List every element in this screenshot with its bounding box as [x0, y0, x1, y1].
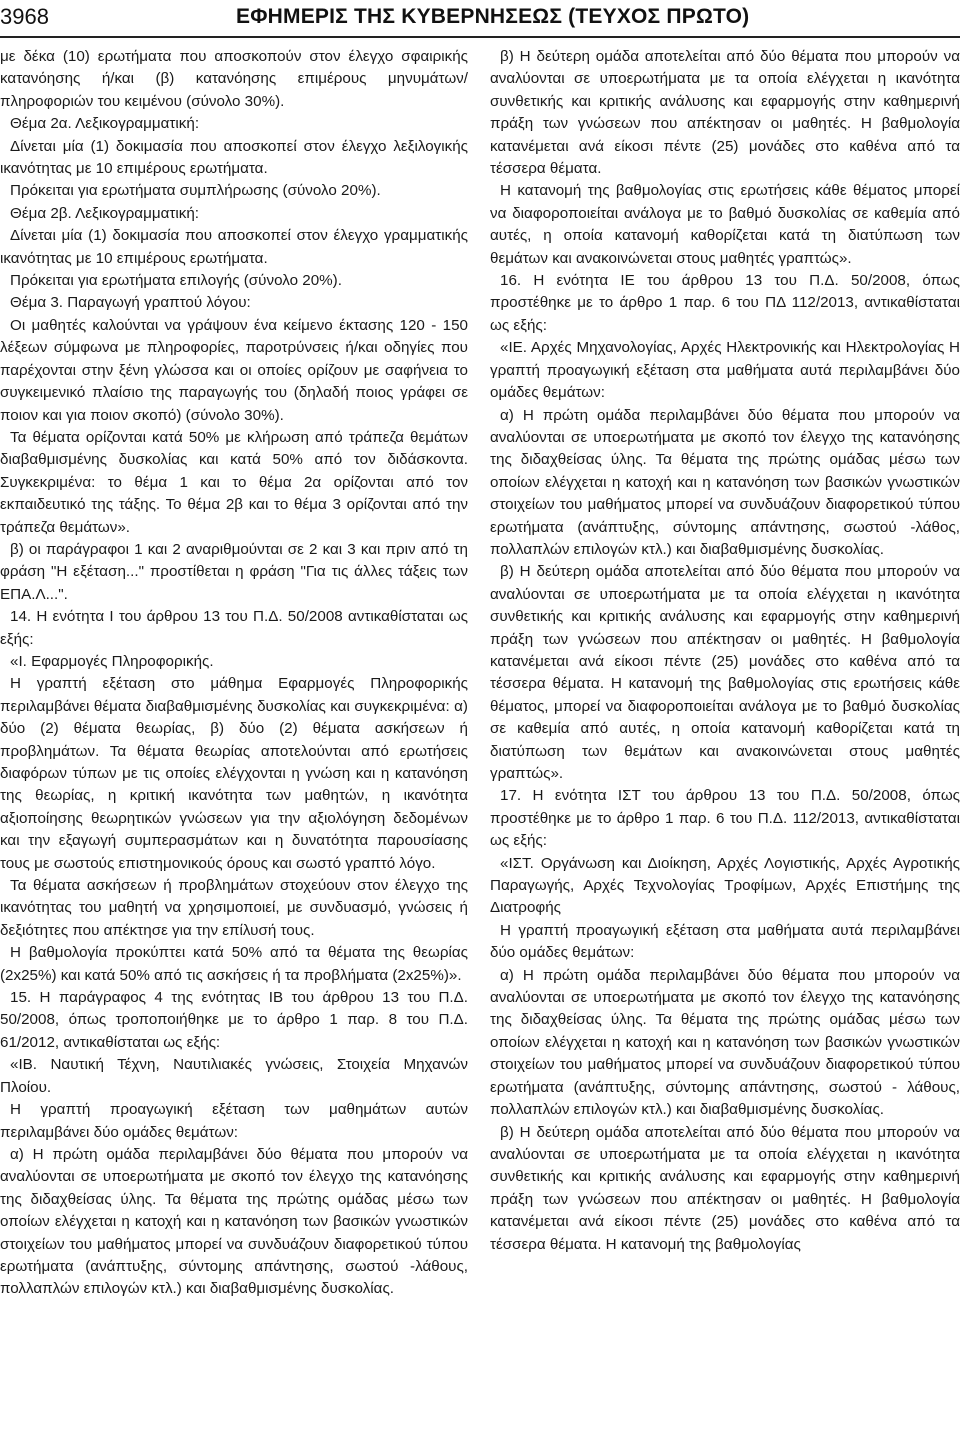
paragraph: Δίνεται μία (1) δοκιμασία που αποσκοπεί στον έλεγχο γραμματικής ικανότητας με 10 επιμέρους ερωτήματα. — [0, 227, 468, 267]
paragraph: «ΙΒ. Ναυτική Τέχνη, Ναυτιλιακές γνώσεις, Στοιχεία Μηχανών Πλοίου. — [0, 1056, 468, 1096]
paragraph: Πρόκειται για ερωτήματα συμπλήρωσης (σύνολο 20%). — [10, 182, 381, 200]
paragraph: Τα θέματα ορίζονται κατά 50% με κλήρωση από τράπεζα θεμάτων διαβαθμισμένης δυσκολίας και κατά 50% από τον διδάσκοντα. Συγκεκριμένα: το θέμα 1 και το θέμα 2α ορίζονται από τον εκπαιδευτικό της τάξης. Το θέμα 2β και το θέμα 3 ορίζονται από την τράπεζα θεμάτων». — [0, 428, 468, 536]
paragraph: β) Η δεύτερη ομάδα αποτελείται από δύο θέματα που μπορούν να αναλύονται σε υποερωτήματα με τα οποία ελέγχεται η ικανότητα συνθετικής και κριτικής ανάλυσης και εφαρμογής στην καθημερινή πράξη των γνώσεων που απέκτησαν οι μαθητές. Η βαθμολογία κατανέμεται ανά είκοσι πέντε (25) μονάδες στο καθένα από τα τέσσερα θέματα. — [490, 48, 960, 178]
gazette-title: ΕΦΗΜΕΡΙΣ ΤΗΣ ΚΥΒΕΡΝΗΣΕΩΣ (ΤΕΥΧΟΣ ΠΡΩΤΟ) — [236, 5, 750, 28]
paragraph: Τα θέματα ασκήσεων ή προβλημάτων στοχεύουν στον έλεγχο της ικανότητας του μαθητή να χρησιμοποιεί, με συνδυασμό, γνώσεις ή δεξιότητες που απέκτησε για την επίλυσή τους. — [0, 877, 468, 939]
paragraph: α) Η πρώτη ομάδα περιλαμβάνει δύο θέματα που μπορούν να αναλύονται σε υποερωτήματα με σκοπό τον έλεγχο της κατανόησης της διδαχθείσας ύλης. Τα θέματα της πρώτης ομάδας μέσω των οποίων ελέγχεται η κατοχή και η κατανόηση των βασικών γνωστικών στοιχείων του μαθήματος μπορεί να συνδυάζουν διαφορετικού τύπου ερωτήματα (ανάπτυξης, σύντομης απάντησης, σωστού - λάθους, πολλαπλών επιλογών κτλ.) και διαβαθμισμένης δυσκολίας. — [490, 966, 960, 1119]
paragraph: Η γραπτή προαγωγική εξέταση στα μαθήματα αυτά περιλαμβάνει δύο ομάδες θεμάτων: — [490, 921, 960, 962]
paragraph: Πρόκειται για ερωτήματα επιλογής (σύνολο 20%). — [10, 272, 342, 290]
paragraph: Δίνεται μία (1) δοκιμασία που αποσκοπεί στον έλεγχο λεξιλογικής ικανότητας με 10 επιμέρους ερωτήματα. — [0, 137, 468, 178]
paragraph: Θέμα 2β. Λεξικογραμματική: — [10, 204, 199, 222]
page-number: 3968 — [0, 4, 49, 29]
paragraph: Η βαθμολογία προκύπτει κατά 50% από τα θέματα της θεωρίας (2x25%) και κατά 50% από τις ασκήσεις ή τα προβλήματα (2x25%)». — [0, 944, 468, 984]
paragraph: 14. Η ενότητα Ι του άρθρου 13 του Π.Δ. 50/2008 αντικαθίσταται ως εξής: — [0, 608, 468, 648]
paragraph: «Ι. Εφαρμογές Πληροφορικής. — [10, 652, 214, 670]
paragraph: Η γραπτή εξέταση στο μάθημα Εφαρμογές Πληροφορικής περιλαμβάνει θέματα διαβαθμισμένης δυσκολίας και συγκεκριμένα: α) δύο (2) θέματα θεωρίας, β) δύο (2) θέματα ασκήσεων ή προβλημάτων. Τα θέματα θεωρίας αποτελούνται από ερωτήσεις διαφόρων τύπων με τις οποίες ελέγχονται η γνώση και η κατανόηση της θεωρίας, η κριτική ικανότητα των μαθητών, η ικανότητα αξιοποίησης θεωρητικών γνώσεων για την αξιολόγηση δεδομένων και την εξαγωγή συμπερασμάτων και η δυνατότητα παρουσίασης τους με σωστούς επιστημονικούς όρους και σωστό γραπτό λόγο. — [0, 675, 468, 872]
left-column — [0, 46, 468, 1301]
page-header — [0, 0, 960, 38]
paragraph: «ΙΣΤ. Οργάνωση και Διοίκηση, Αρχές Λογιστικής, Αρχές Αγροτικής Παραγωγής, Αρχές Τεχνολογίας Τροφίμων, Αρχές Επιστήμης της Διατροφής — [490, 854, 960, 917]
paragraph: 15. Η παράγραφος 4 της ενότητας ΙΒ του άρθρου 13 του Π.Δ. 50/2008, όπως τροποποιήθηκε με το άρθρο 1 παρ. 8 του Π.Δ. 61/2012, αντικαθίσταται ως εξής: — [0, 989, 468, 1051]
paragraph: 17. Η ενότητα ΙΣΤ του άρθρου 13 του Π.Δ. 50/2008, όπως προστέθηκε με το άρθρο 1 παρ. 6 του Π.Δ. 112/2013, αντικαθίσταται ως εξής: — [490, 787, 960, 850]
paragraph: «ΙΕ. Αρχές Μηχανολογίας, Αρχές Ηλεκτρονικής και Ηλεκτρολογίας Η γραπτή προαγωγική εξέταση στα μαθήματα αυτά περιλαμβάνει δύο ομάδες θεμάτων: — [490, 339, 960, 402]
paragraph: με δέκα (10) ερωτήματα που αποσκοπούν στον έλεγχο σφαιρικής κατανόησης ή/και (β) κατανόησης επιμέρους μηνυμάτων/πληροφοριών του κειμένου (σύνολο 30%). — [0, 48, 468, 110]
paragraph: α) Η πρώτη ομάδα περιλαμβάνει δύο θέματα που μπορούν να αναλύονται σε υποερωτήματα με σκοπό τον έλεγχο της κατανόησης της διδαχθείσας ύλης. Τα θέματα της πρώτης ομάδας μέσω των οποίων ελέγχεται η κατοχή και η κατανόηση των βασικών γνωστικών στοιχείων του μαθήματος μπορεί να συνδυάζουν διαφορετικού τύπου ερωτήματα (ανάπτυξης, σύντομης απάντησης, σωστού -λάθος, πολλαπλών επιλογών κτλ.) και διαβαθμισμένης δυσκολίας. — [490, 406, 960, 558]
paragraph: 16. Η ενότητα ΙΕ του άρθρου 13 του Π.Δ. 50/2008, όπως προστέθηκε με το άρθρο 1 παρ. 6 του ΠΔ 112/2013, αντικαθίσταται ως εξής: — [490, 272, 960, 334]
paragraph: α) Η πρώτη ομάδα περιλαμβάνει δύο θέματα που μπορούν να αναλύονται σε υποερωτήματα με σκοπό τον έλεγχο της κατανόησης της διδαχθείσας ύλης. Τα θέματα της πρώτης ομάδας μέσω των οποίων ελέγχεται η κατοχή και η κατανόηση των βασικών γνωστικών στοιχείων του μαθήματος μπορεί να συνδυάζουν διαφορετικού τύπου ερωτήματα (ανάπτυξης, σύντομης απάντησης, σωστού -λάθους, πολλαπλών επιλογών κτλ.) και διαβαθμισμένης δυσκολίας. — [0, 1145, 468, 1298]
paragraph: β) Η δεύτερη ομάδα αποτελείται από δύο θέματα που μπορούν να αναλύονται σε υποερωτήματα με τα οποία ελέγχεται η ικανότητα συνθετικής και κριτικής ανάλυσης και εφαρμογής στην καθημερινή πράξη των γνώσεων που απέκτησαν οι μαθητές. Η βαθμολογία κατανέμεται ανά είκοσι πέντε (25) μονάδες στο καθένα από τα τέσσερα θέματα. Η κατανομή της βαθμολογίας στις ερωτήσεις κάθε θέματος, μπορεί να διαφοροποιείται ανάλογα με το βαθμό δυσκολίας σε καθεμία από αυτές, η οποία κατανομή καθορίζεται κατά τη διατύπωση των θεμάτων και ανακοινώνεται στους μαθητές γραπτώς». — [490, 563, 960, 782]
right-column — [490, 46, 960, 1256]
paragraph: β) οι παράγραφοι 1 και 2 αναριθμούνται σε 2 και 3 και πριν από τη φράση "Η εξέταση..." προστίθεται η φράση "Για τις άλλες τάξεις των ΕΠΑ.Λ...". — [0, 540, 468, 603]
paragraph: Θέμα 2α. Λεξικογραμματική: — [10, 115, 200, 133]
paragraph: Θέμα 3. Παραγωγή γραπτού λόγου: — [10, 294, 251, 312]
paragraph: β) Η δεύτερη ομάδα αποτελείται από δύο θέματα που μπορούν να αναλύονται σε υποερωτήματα με τα οποία ελέγχεται η ικανότητα συνθετικής και κριτικής ανάλυσης και εφαρμογής στην καθημερινή πράξη των γνώσεων που απέκτησαν οι μαθητές. Η βαθμολογία κατανέμεται ανά είκοσι πέντε (25) μονάδες στο καθένα από τα τέσσερα θέματα. Η κατανομή της βαθμολογίας — [490, 1123, 960, 1253]
paragraph: Η κατανομή της βαθμολογίας στις ερωτήσεις κάθε θέματος μπορεί να διαφοροποιείται ανάλογα με το βαθμό δυσκολίας σε καθεμία από αυτές, η οποία κατανομή καθορίζεται κατά τη διατύπωση των θεμάτων και ανακοινώνεται στους μαθητές γραπτώς». — [490, 182, 960, 267]
paragraph: Η γραπτή προαγωγική εξέταση των μαθημάτων αυτών περιλαμβάνει δύο ομάδες θεμάτων: — [0, 1101, 468, 1141]
paragraph: Οι μαθητές καλούνται να γράψουν ένα κείμενο έκτασης 120 - 150 λέξεων σύμφωνα με πληροφορίες, παροτρύνσεις ή/και οδηγίες που παρέχονται στην ξένη γλώσσα και οι οποίες ορίζουν με σαφήνεια το συγκειμενικό πλαίσιο της παραγωγής του (δηλαδή ποιος γράφει σε ποιον και για ποιον σκοπό) (σύνολο 30%). — [0, 316, 468, 424]
